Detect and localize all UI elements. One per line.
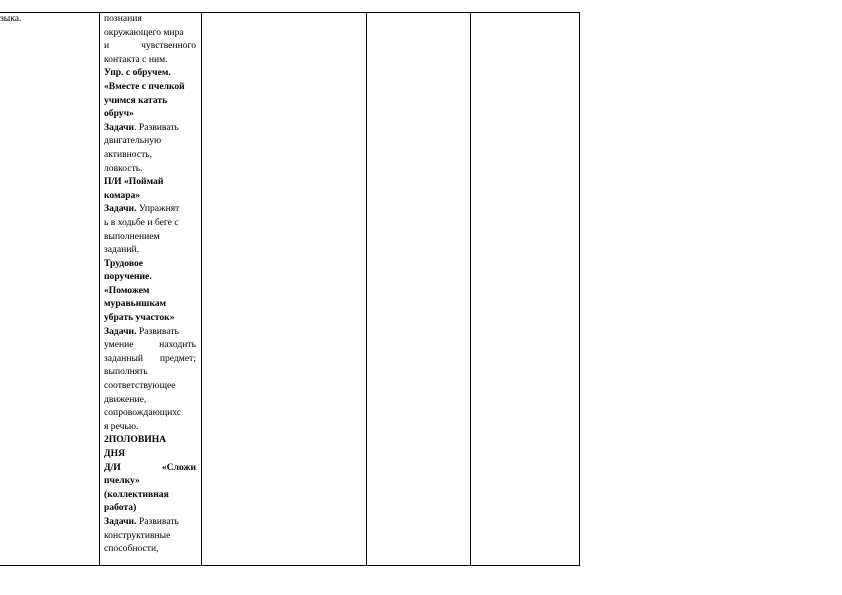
line-word: предмет;	[159, 352, 196, 364]
cell-col2-line	[104, 352, 196, 366]
cell-col2-line: Упр. с обручем.	[104, 67, 171, 79]
table-right-border	[579, 12, 580, 566]
tasks-text: Развивать	[136, 515, 179, 527]
table-top-border	[0, 12, 580, 13]
cell-col2-line: пчелку»	[104, 475, 140, 487]
cell-col2-line	[104, 39, 196, 53]
cell-col2-line: способности,	[104, 543, 159, 555]
line-word: Д/И	[104, 461, 121, 473]
cell-col2-line: я речью.	[104, 420, 139, 432]
tasks-label: Задачи	[104, 121, 135, 133]
cell-col2-line: муравьишкам	[104, 298, 167, 310]
cell-col2-line: комара»	[104, 189, 141, 201]
cell-col2-line: Трудовое	[104, 257, 144, 269]
tasks-label: Задачи.	[104, 325, 137, 337]
cell-col2-line: убрать участок»	[104, 312, 175, 324]
cell-col2-line: выполнять	[104, 366, 148, 378]
cell-col2-line: учимся катать	[104, 94, 168, 106]
cell-col2-line	[104, 121, 196, 135]
cell-col2-line: обруч»	[104, 108, 134, 120]
cell-col2	[104, 12, 196, 556]
cell-col2-line: соответствующее	[104, 380, 176, 392]
cell-col2-line: сопровождающихс	[104, 407, 182, 419]
cell-col2-line: поручение.	[104, 271, 152, 283]
cell-col2-line: ловкость.	[104, 162, 143, 174]
cell-col2-line: двигательную	[104, 135, 162, 147]
cell-col1	[0, 12, 21, 26]
cell-col1-text: зыка.	[0, 13, 22, 24]
cell-col2-line: заданий.	[104, 244, 139, 256]
tasks-text: Упражнят	[136, 203, 180, 215]
line-word: заданный	[104, 352, 144, 364]
tasks-text: Развивать	[136, 325, 179, 337]
cell-col2-line	[104, 202, 196, 216]
column-divider	[99, 12, 100, 566]
cell-col2-line: «Поможем	[104, 284, 150, 296]
tasks-label: Задачи.	[104, 515, 137, 527]
cell-col2-line: «Вместе с пчелкой	[104, 80, 185, 92]
line-word: «Сложи	[161, 461, 196, 473]
tasks-text: . Развивать	[134, 121, 179, 133]
cell-col2-line: работа)	[104, 502, 137, 514]
cell-col2-line: выполнением	[104, 230, 160, 242]
cell-col2-line	[104, 325, 196, 339]
cell-col2-line: ь в ходьбе и беге с	[104, 216, 179, 228]
cell-col2-line: активность,	[104, 148, 153, 160]
cell-col2-line: (коллективная	[104, 488, 169, 500]
cell-col2-line: конструктивные	[104, 529, 171, 541]
cell-col2-line: познания	[104, 13, 142, 24]
cell-col2-line: контакта с ним.	[104, 53, 168, 65]
column-divider	[366, 12, 367, 566]
column-divider	[470, 12, 471, 566]
cell-col2-line	[104, 338, 196, 352]
column-divider	[201, 12, 202, 566]
cell-col2-line	[104, 515, 196, 529]
line-word: умение	[104, 339, 134, 351]
line-word: находить	[159, 339, 196, 351]
tasks-label: Задачи.	[104, 203, 137, 215]
cell-col2-line: окружающего мира	[104, 26, 184, 38]
line-word: чувственного	[141, 40, 196, 52]
line-word: и	[104, 40, 110, 52]
cell-col2-line: движение,	[104, 393, 147, 405]
cell-col2-line: 2ПОЛОВИНА	[104, 434, 167, 446]
cell-col2-line	[104, 461, 196, 475]
table-bottom-border	[0, 565, 580, 566]
cell-col2-line: ДНЯ	[104, 448, 125, 459]
cell-col2-line: П/И «Поймай	[104, 176, 164, 188]
